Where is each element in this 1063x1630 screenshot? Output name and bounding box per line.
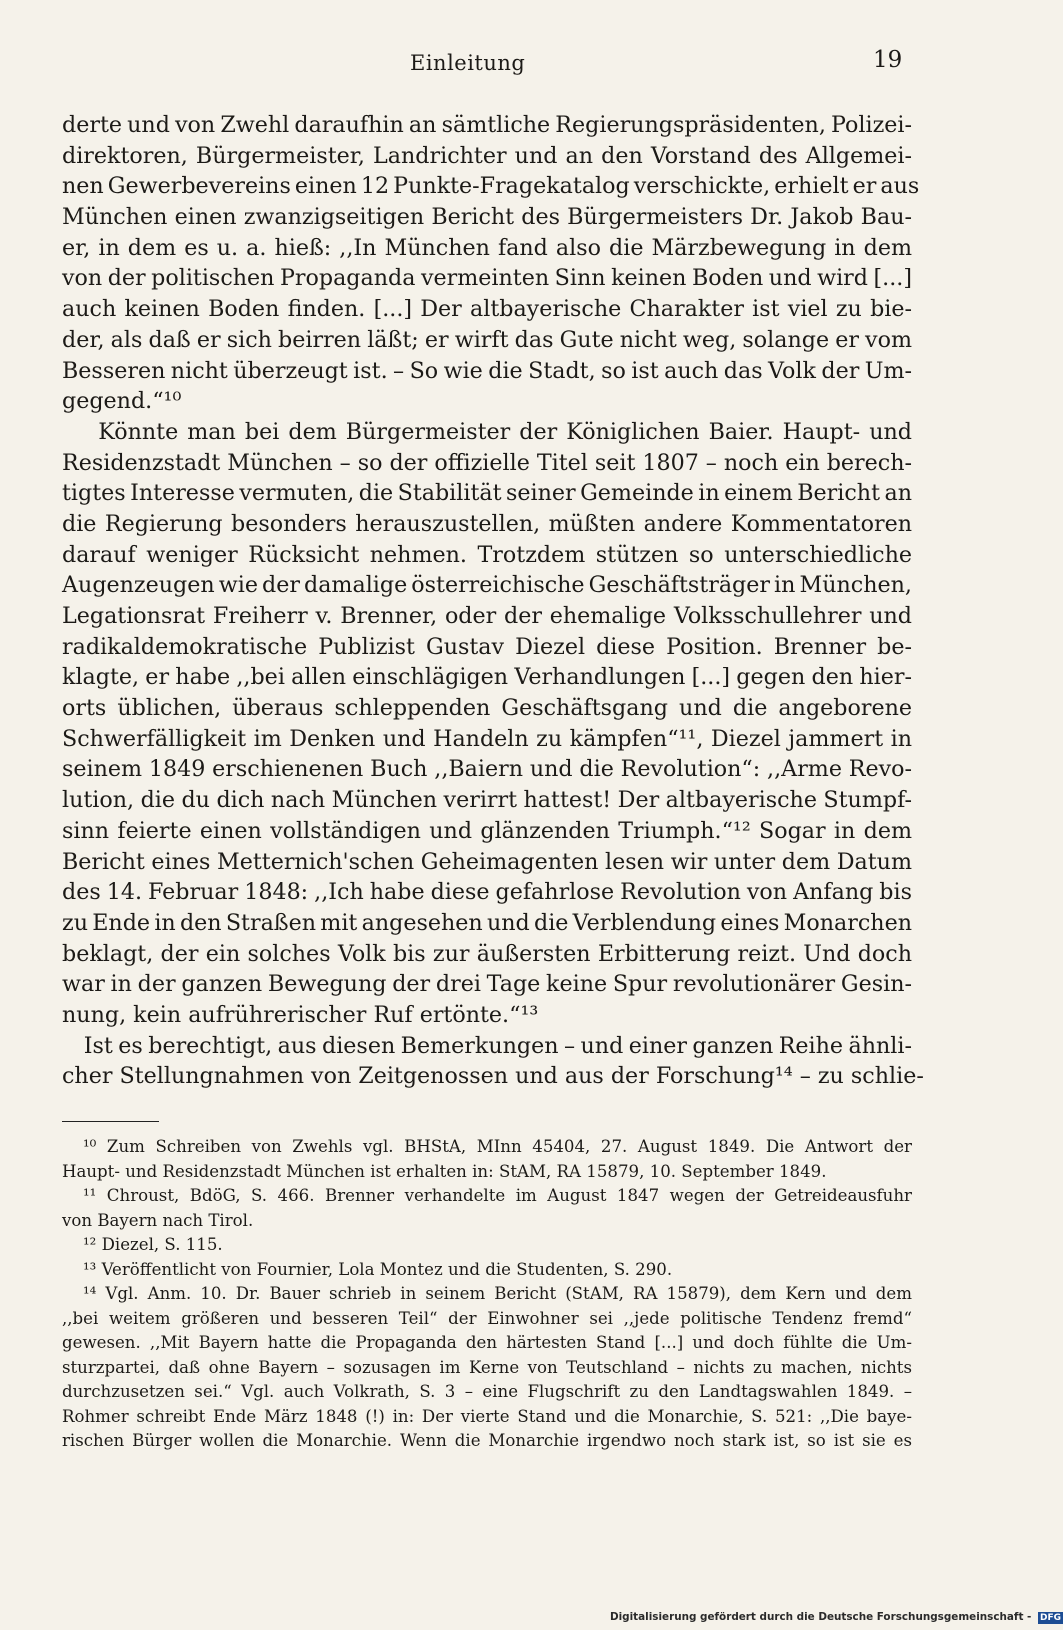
text-line: Augenzeugen wie der damalige österreichische Geschäftsträger in München,	[62, 572, 912, 599]
footnote-line: gewesen. ,,Mit Bayern hatte die Propaganda den härtesten Stand [...] und doch fühlte die Um-	[62, 1333, 912, 1352]
text-line: war in der ganzen Bewegung der drei Tage keine Spur revolutionärer Gesin-	[62, 971, 912, 998]
text-line: Residenzstadt München – so der offizielle Titel seit 1807 – noch ein berech-	[62, 449, 912, 476]
text-line: Besseren nicht überzeugt ist. – So wie die Stadt, so ist auch das Volk der Um-	[62, 357, 912, 384]
text-line: München einen zwanzigseitigen Bericht des Bürgermeisters Dr. Jakob Bau-	[62, 204, 912, 231]
text-line: von der politischen Propaganda vermeinten Sinn keinen Boden und wird [...]	[62, 265, 912, 292]
text-line: seinem 1849 erschienenen Buch ,,Baiern und die Revolution“: ,,Arme Revo-	[62, 756, 912, 783]
text-line: sinn feierte einen vollständigen und glänzenden Triumph.“¹² Sogar in dem	[62, 817, 912, 844]
footnote-line: ¹² Diezel, S. 115.	[83, 1235, 223, 1254]
running-head: Einleitung	[410, 51, 526, 75]
page-number: 19	[873, 47, 903, 73]
text-line: Legationsrat Freiherr v. Brenner, oder der ehemalige Volksschullehrer und	[62, 603, 912, 629]
footnote-line: durchzusetzen sei.“ Vgl. auch Volkrath, S. 3 – eine Flugschrift zu den Landtagswahlen 1849. –	[62, 1382, 912, 1401]
footnote-line: sturzpartei, daß ohne Bayern – sozusagen im Kerne von Teutschland – nichts zu machen, nichts	[62, 1357, 912, 1377]
text-line: orts üblichen, überaus schleppenden Geschäftsgang und die angeborene	[62, 695, 912, 722]
text-line: auch keinen Boden finden. [...] Der altbayerische Charakter ist viel zu bie-	[62, 296, 912, 323]
text-line: darauf weniger Rücksicht nehmen. Trotzdem stützen so unterschiedliche	[62, 541, 912, 568]
text-line: nung, kein aufrührerischer Ruf ertönte.“¹³	[62, 1001, 539, 1028]
text-line: der, als daß er sich beirren läßt; er wirft das Gute nicht weg, solange er vom	[62, 326, 912, 353]
text-line: beklagt, der ein solches Volk bis zur äußersten Erbitterung reizt. Und doch	[62, 940, 912, 967]
text-line: tigtes Interesse vermuten, die Stabilität seiner Gemeinde in einem Bericht an	[62, 480, 912, 507]
footnotes	[62, 1135, 912, 1454]
text-line: des 14. Februar 1848: ,,Ich habe diese gefahrlose Revolution von Anfang bis	[62, 879, 912, 906]
text-line: Ist es berechtigt, aus diesen Bemerkungen – und einer ganzen Reihe ähnli-	[62, 1032, 912, 1059]
body-text	[62, 110, 924, 1092]
text-line: zu Ende in den Straßen mit angesehen und die Verblendung eines Monarchen	[62, 909, 912, 936]
digitization-credit	[610, 1611, 1063, 1624]
credit-text: Digitalisierung gefördert durch die Deutsche Forschungsgemeinschaft -	[610, 1611, 1032, 1623]
footnote-line: ¹⁴ Vgl. Anm. 10. Dr. Bauer schrieb in seinem Bericht (StAM, RA 15879), dem Kern und dem	[83, 1284, 912, 1303]
text-line: radikaldemokratische Publizist Gustav Diezel diese Position. Brenner be-	[62, 633, 912, 660]
footnote-line: ¹³ Veröffentlicht von Fournier, Lola Montez und die Studenten, S. 290.	[83, 1259, 673, 1279]
dfg-logo-icon: DFG	[1039, 1613, 1061, 1623]
text-line: Könnte man bei dem Bürgermeister der Königlichen Baier. Haupt- und	[62, 418, 912, 445]
text-line: lution, die du dich nach München verirrt hattest! Der altbayerische Stumpf-	[62, 787, 912, 814]
footnote-line: rischen Bürger wollen die Monarchie. Wenn die Monarchie irgendwo noch stark ist, so ist sie es	[62, 1431, 912, 1450]
text-line: Bericht eines Metternich'schen Geheimagenten lesen wir unter dem Datum	[62, 848, 912, 875]
footnote-line: ¹⁰ Zum Schreiben von Zwehls vgl. BHStA, MInn 45404, 27. August 1849. Die Antwort der	[83, 1137, 912, 1156]
footnote-line: von Bayern nach Tirol.	[62, 1210, 254, 1230]
text-line: er, in dem es u. a. hieß: ,,In München fand also die Märzbewegung in dem	[62, 234, 912, 261]
text-line: direktoren, Bürgermeister, Landrichter und an den Vorstand des Allgemei-	[62, 142, 912, 169]
text-line: cher Stellungnahmen von Zeitgenossen und aus der Forschung¹⁴ – zu schlie-	[62, 1063, 924, 1090]
footnote-line: Haupt- und Residenzstadt München ist erhalten in: StAM, RA 15879, 10. September 1849.	[62, 1161, 827, 1181]
footnote-line: ¹¹ Chroust, BdöG, S. 466. Brenner verhandelte im August 1847 wegen der Getreideausfuhr	[83, 1186, 912, 1205]
text-line: klagte, er habe ,,bei allen einschlägigen Verhandlungen [...] gegen den hier-	[62, 664, 912, 691]
footnote-line: Rohmer schreibt Ende März 1848 (!) in: Der vierte Stand und die Monarchie, S. 521: ,,Die baye-	[62, 1406, 912, 1426]
text-line: gegend.“¹⁰	[62, 388, 182, 415]
text-line: Schwerfälligkeit im Denken und Handeln zu kämpfen“¹¹, Diezel jammert in	[62, 725, 912, 752]
text-line: derte und von Zwehl daraufhin an sämtliche Regierungspräsidenten, Polizei-	[62, 112, 912, 138]
text-line: die Regierung besonders herauszustellen, müßten andere Kommentatoren	[62, 510, 912, 537]
footnote-line: ,,bei weitem größeren und besseren Teil“ der Einwohner sei ,,jede politische Tendenz fremd“	[62, 1308, 912, 1328]
footnote-rule	[62, 1121, 159, 1122]
text-line: nen Gewerbevereins einen 12 Punkte-Fragekatalog verschickte, erhielt er aus	[62, 173, 920, 200]
